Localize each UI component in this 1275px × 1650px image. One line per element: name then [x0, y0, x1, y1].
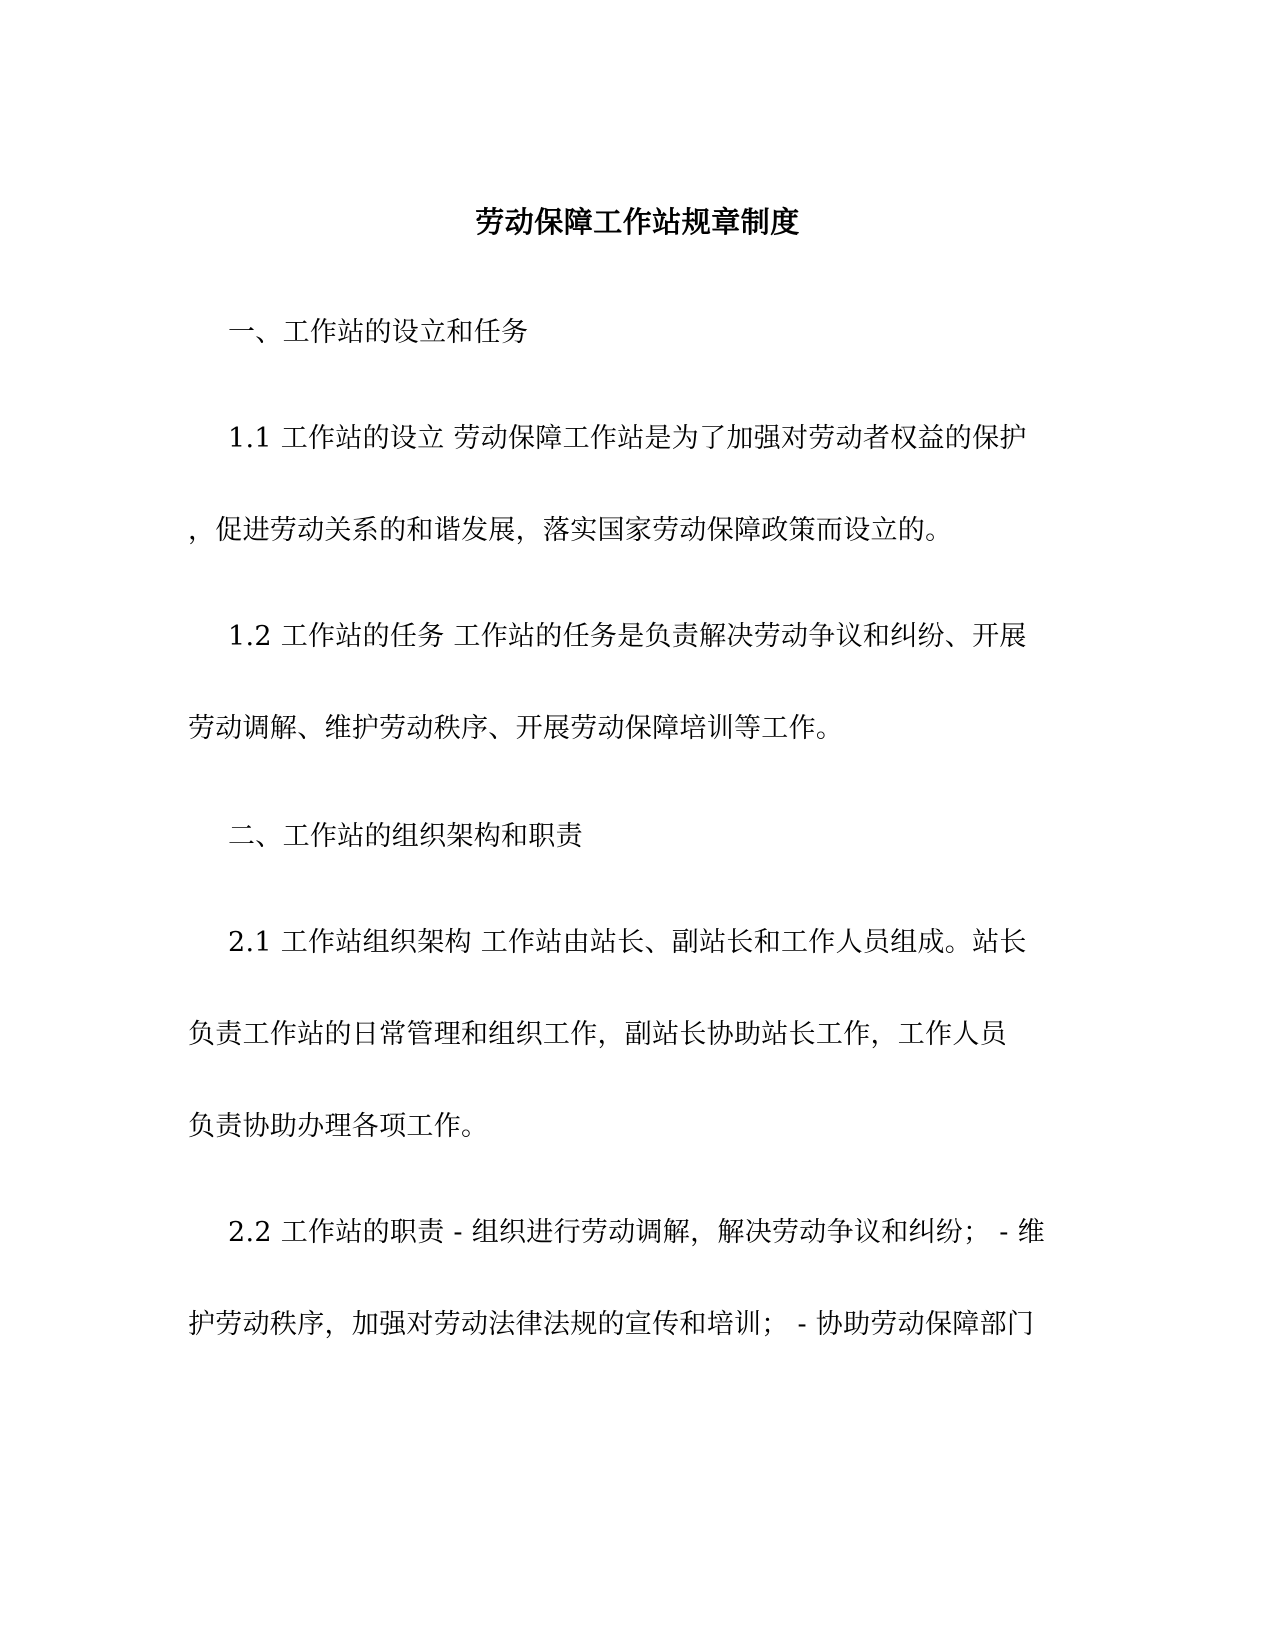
paragraph-2-1-line-1: 2.1 工作站组织架构 工作站由站长、副站长和工作人员组成。站长: [228, 927, 1027, 958]
paragraph-2-1-line-2: 负责工作站的日常管理和组织工作，副站长协助站长工作，工作人员: [188, 1019, 1007, 1050]
paragraph-2-2-line-2: 护劳动秩序，加强对劳动法律法规的宣传和培训； - 协助劳动保障部门: [188, 1309, 1035, 1340]
section-heading-2: 二、工作站的组织架构和职责: [228, 821, 583, 852]
paragraph-2-1-line-3: 负责协助办理各项工作。: [188, 1111, 489, 1142]
paragraph-1-2-line-1: 1.2 工作站的任务 工作站的任务是负责解决劳动争议和纠纷、开展: [228, 621, 1027, 652]
paragraph-1-1-line-1: 1.1 工作站的设立 劳动保障工作站是为了加强对劳动者权益的保护: [228, 423, 1027, 454]
paragraph-2-2-line-1: 2.2 工作站的职责 - 组织进行劳动调解，解决劳动争议和纠纷； - 维: [228, 1217, 1045, 1248]
paragraph-1-1-line-2: ，促进劳动关系的和谐发展，落实国家劳动保障政策而设立的。: [188, 515, 953, 546]
paragraph-1-2-line-2: 劳动调解、维护劳动秩序、开展劳动保障培训等工作。: [188, 713, 844, 744]
section-heading-1: 一、工作站的设立和任务: [228, 317, 529, 348]
document-title: 劳动保障工作站规章制度: [475, 205, 800, 239]
